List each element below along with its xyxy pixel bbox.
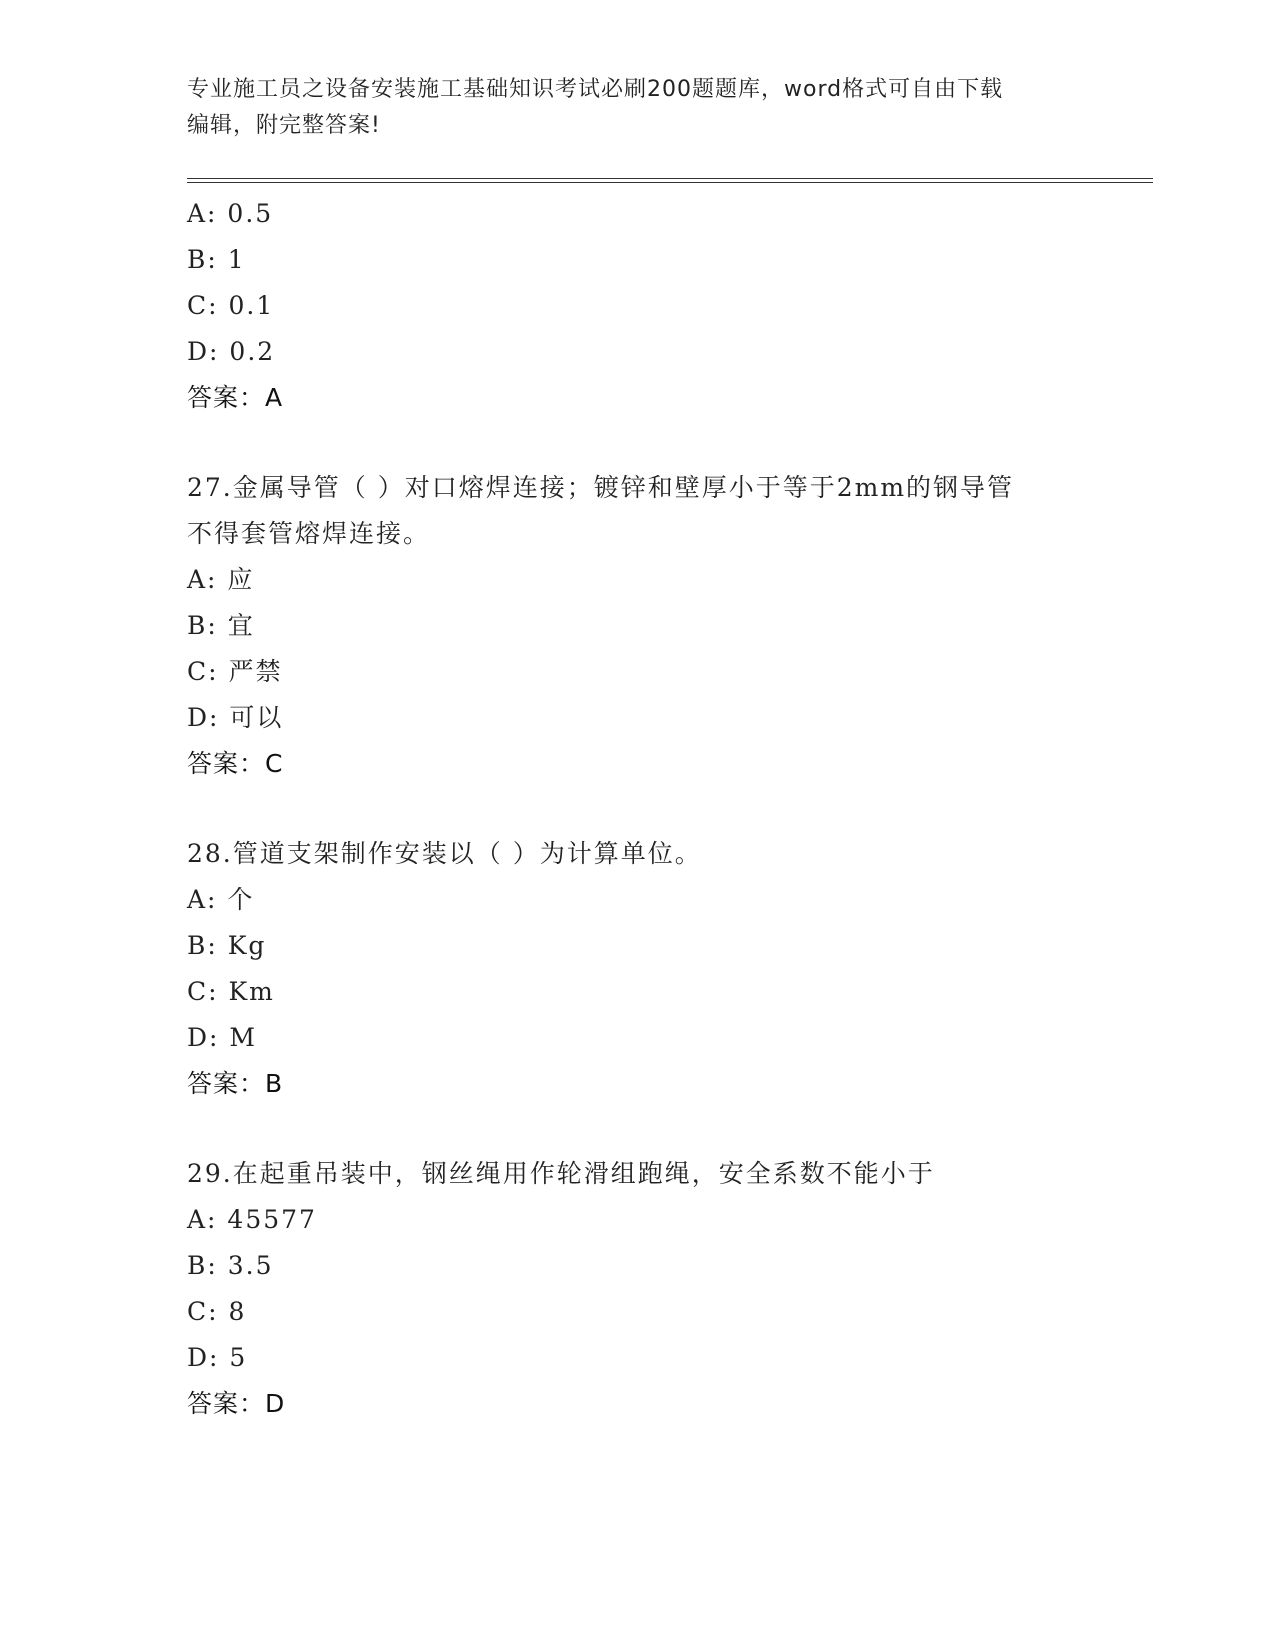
question-list <box>187 191 1153 1427</box>
question-text-line-1: 29.在起重吊装中，钢丝绳用作轮滑组跑绳，安全系数不能小于 <box>187 1159 935 1188</box>
option-c: C: Km <box>187 977 275 1006</box>
answer-line: 答案：D <box>187 1389 286 1418</box>
option-c: C: 8 <box>187 1297 247 1326</box>
option-d: D: 0.2 <box>187 337 276 366</box>
answer-line: 答案：C <box>187 749 284 778</box>
question-text-line-1: 27.金属导管（ ）对口熔焊连接；镀锌和壁厚小于等于2mm的钢导管 <box>187 473 1015 502</box>
document-page <box>187 72 1153 1427</box>
question-27 <box>187 465 1153 787</box>
option-b: B: 1 <box>187 245 246 274</box>
question-text-line-2: 不得套管熔焊连接。 <box>187 519 431 548</box>
answer-line: 答案：A <box>187 383 284 412</box>
question-26 <box>187 191 1153 421</box>
question-28 <box>187 831 1153 1107</box>
option-d: D: 5 <box>187 1343 248 1372</box>
question-text-line-1: 28.管道支架制作安装以（ ）为计算单位。 <box>187 839 702 868</box>
option-c: C: 严禁 <box>187 657 283 686</box>
document-header <box>187 72 1153 144</box>
option-d: D: 可以 <box>187 703 284 732</box>
option-a: A: 45577 <box>187 1205 317 1234</box>
header-line-1: 专业施工员之设备安装施工基础知识考试必刷200题题库，word格式可自由下载 <box>187 77 1004 102</box>
option-a: A: 个 <box>187 885 255 914</box>
option-a: A: 0.5 <box>187 199 274 228</box>
option-d: D: M <box>187 1023 258 1052</box>
option-b: B: Kg <box>187 931 267 960</box>
option-a: A: 应 <box>187 565 255 594</box>
header-line-2: 编辑，附完整答案! <box>187 113 381 138</box>
answer-line: 答案：B <box>187 1069 284 1098</box>
header-double-rule <box>187 178 1153 183</box>
question-29 <box>187 1151 1153 1427</box>
option-c: C: 0.1 <box>187 291 275 320</box>
option-b: B: 3.5 <box>187 1251 274 1280</box>
option-b: B: 宜 <box>187 611 255 640</box>
